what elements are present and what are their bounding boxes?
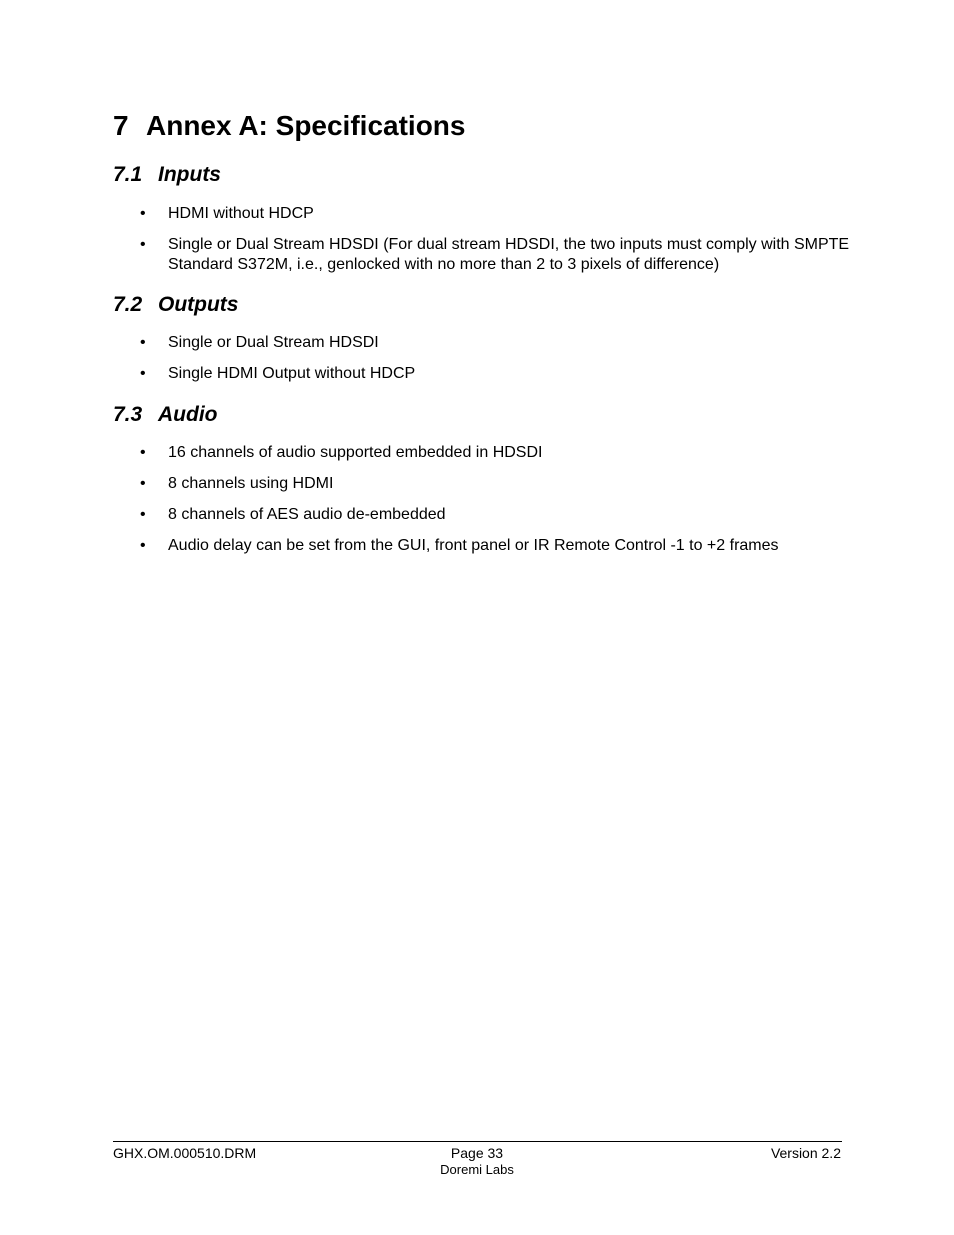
bullet-glyph: • [140,205,146,222]
section-heading-outputs [113,293,238,317]
section-title: Outputs [158,293,239,316]
section-heading-inputs [113,163,221,187]
section-number: 7.2 [113,293,143,316]
section-title: Audio [158,403,218,426]
section-number: 7.1 [113,163,143,186]
footer-divider [113,1141,842,1142]
list-item [140,536,860,556]
list-item [140,505,860,525]
list-item-text: Audio delay can be set from the GUI, front panel or IR Remote Control -1 to +2 frames [168,537,779,554]
bullet-glyph: • [140,236,146,253]
bullet-glyph: • [140,537,146,554]
footer-version: Version 2.2 [770,1145,841,1161]
bullet-glyph: • [140,506,146,523]
footer-company: Doremi Labs [440,1162,514,1177]
chapter-number: 7 [113,110,129,141]
list-item [140,204,860,224]
inputs-list [140,204,860,286]
list-item-text: Single or Dual Stream HDSDI [168,334,379,351]
list-item [140,443,860,463]
section-heading-audio [113,403,217,427]
chapter-title: Annex A: Specifications [146,110,466,141]
list-item [140,364,860,384]
bullet-glyph: • [140,334,146,351]
outputs-list [140,333,860,395]
list-item-text: 8 channels using HDMI [168,475,334,492]
section-number: 7.3 [113,403,143,426]
chapter-heading [113,110,465,142]
section-title: Inputs [158,163,221,186]
bullet-glyph: • [140,475,146,492]
list-item [140,235,860,275]
list-item [140,474,860,494]
list-item-text: 16 channels of audio supported embedded in HDSDI [168,444,543,461]
list-item [140,333,860,353]
bullet-glyph: • [140,444,146,461]
list-item-text: 8 channels of AES audio de-embedded [168,506,446,523]
list-item-text: Single or Dual Stream HDSDI (For dual stream HDSDI, the two inputs must comply with SMPTE Standard S372M, i.e., genlocked with no more than 2 to 3 pixels of difference) [168,236,850,273]
list-item-text: Single HDMI Output without HDCP [168,365,416,382]
list-item-text: HDMI without HDCP [168,205,314,222]
bullet-glyph: • [140,365,146,382]
footer-page-number: Page 33 [450,1145,504,1161]
audio-list [140,443,860,567]
footer-doc-id: GHX.OM.000510.DRM [113,1145,257,1161]
